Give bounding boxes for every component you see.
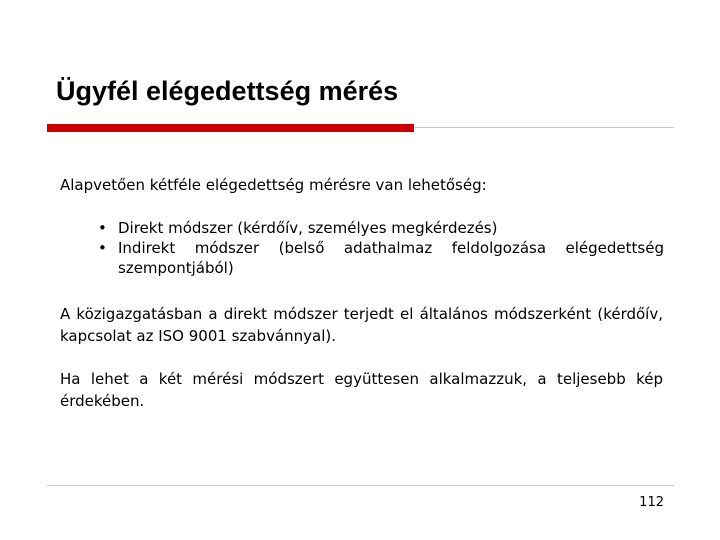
bullet-text: Direkt módszer (kérdőív, személyes megkérdezés) <box>118 219 498 237</box>
title-divider <box>414 127 674 128</box>
page-number: 112 <box>639 495 664 510</box>
bullet-item <box>98 218 664 238</box>
title-accent-bar <box>47 124 414 132</box>
paragraph-public-administration: A közigazgatásban a direkt módszer terjedt el általános módszerként (kérdőív, kapcsolat az ISO 9001 szabvánnyal). <box>60 305 663 345</box>
bullet-marker: • <box>98 219 107 237</box>
bullet-marker: • <box>98 239 107 257</box>
footer-divider <box>47 485 674 486</box>
intro-text: Alapvetően kétféle elégedettség mérésre van lehetőség: <box>60 176 487 194</box>
bullet-text: Indirekt módszer (belső adathalmaz feldolgozása elégedettség szempontjából) <box>118 239 664 277</box>
bullet-list <box>98 218 664 278</box>
slide-title: Ügyfél elégedettség mérés <box>56 76 399 106</box>
paragraph-combined-methods: Ha lehet a két mérési módszert együttesen alkalmazzuk, a teljesebb kép érdekében. <box>60 370 663 410</box>
bullet-item <box>98 238 664 278</box>
